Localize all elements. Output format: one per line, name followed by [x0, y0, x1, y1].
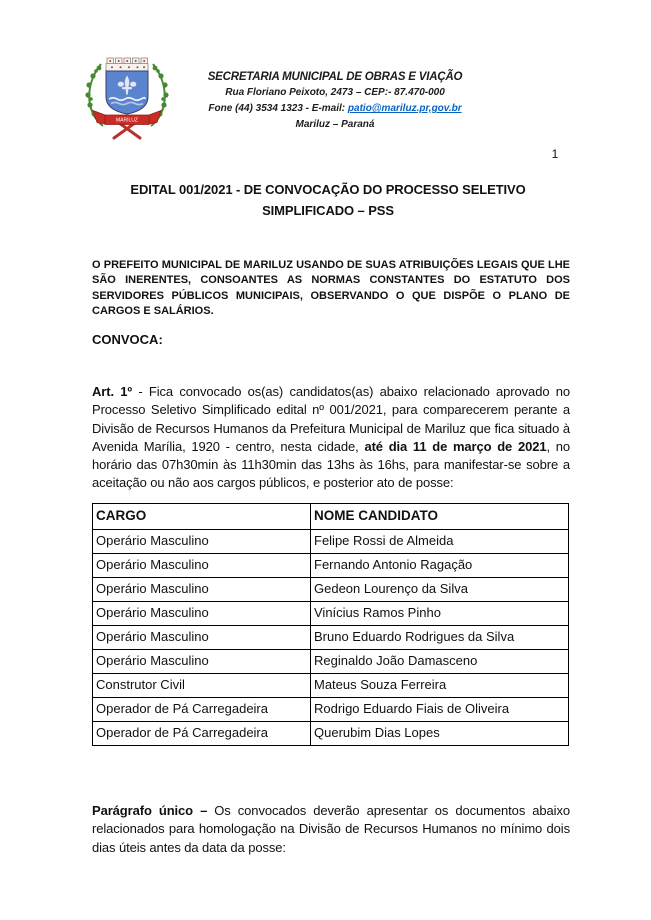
- letterhead-phone: Fone (44) 3534 1323 - E-mail:: [208, 103, 348, 114]
- table-row: [93, 530, 569, 554]
- cell-nome: Gedeon Lourenço da Silva: [311, 578, 569, 602]
- cell-cargo: Operário Masculino: [93, 650, 311, 674]
- table-header-nome: NOME CANDIDATO: [311, 504, 569, 530]
- article-1-deadline: até dia 11 de março de 2021: [364, 438, 547, 454]
- cell-nome: Reginaldo João Damasceno: [311, 650, 569, 674]
- letterhead-address: Rua Floriano Peixoto, 2473 – CEP:- 87.470-000: [225, 87, 445, 98]
- mariluz-coat-of-arms-icon: [77, 54, 177, 144]
- email-link[interactable]: patio@mariluz.pr,gov.br: [347, 103, 462, 114]
- cell-nome: Bruno Eduardo Rodrigues da Silva: [311, 626, 569, 650]
- table-row: [93, 674, 569, 698]
- cell-nome: Rodrigo Eduardo Fiais de Oliveira: [311, 698, 569, 722]
- table-row: [93, 722, 569, 746]
- article-1-text-a: - Fica convocado os(as) candidatos(as) abaixo relacionado aprovado no Processo Seletivo Simplificado edital nº 001/2021, para comparecerem perante a Divisão de Recursos Humanos da Prefeitura Municipal de Mariluz que fica situado à Avenida Marília, 1920 - centro, nesta cidade,: [92, 384, 571, 454]
- candidates-table-container: [92, 503, 569, 746]
- table-row: [93, 554, 569, 578]
- letterhead-org-name: SECRETARIA MUNICIPAL DE OBRAS E VIAÇÃO: [207, 71, 463, 83]
- article-1-label: Art. 1º: [92, 384, 133, 399]
- paragrafo-unico: [92, 802, 570, 857]
- table-row: [93, 698, 569, 722]
- document-title-line1: EDITAL 001/2021 - DE CONVOCAÇÃO DO PROCESSO SELETIVO: [130, 182, 526, 197]
- cell-cargo: Operário Masculino: [93, 626, 311, 650]
- letterhead-contact: [170, 101, 500, 117]
- coat-of-arms-svg: [77, 54, 177, 144]
- document-title-line2: SIMPLIFICADO – PSS: [262, 203, 394, 218]
- table-row: [93, 650, 569, 674]
- document-title: [88, 179, 568, 221]
- cell-nome: Fernando Antonio Ragação: [311, 554, 569, 578]
- letterhead-location: Mariluz – Paraná: [295, 119, 375, 130]
- convoca-heading: CONVOCA:: [92, 332, 163, 347]
- table-header-cargo: CARGO: [93, 504, 311, 530]
- letterhead: [170, 69, 500, 133]
- cell-cargo: Operário Masculino: [93, 530, 311, 554]
- article-1-text-b: , no horário das 07h30min às 11h30min das 13hs às 16hs, para manifestar-se sobre a aceitação ou não aos cargos públicos, e posterior ato de posse:: [92, 438, 570, 491]
- cell-nome: Mateus Souza Ferreira: [311, 674, 569, 698]
- intro-paragraph: O PREFEITO MUNICIPAL DE MARILUZ USANDO DE SUAS ATRIBUIÇÕES LEGAIS QUE LHE SÃO INERENTES, CONSOANTES AS NORMAS CONSTANTES DO ESTATUTO DOS SERVIDORES PÚBLICOS MUNICIPAIS, OBSERVANDO O QUE DISPÕE O PLANO DE CARGOS E SALÁRIOS.: [92, 259, 570, 317]
- cell-nome: Vinícius Ramos Pinho: [311, 602, 569, 626]
- table-row: [93, 578, 569, 602]
- candidates-table: [92, 503, 569, 746]
- table-row: [93, 626, 569, 650]
- cell-cargo: Operário Masculino: [93, 554, 311, 578]
- cell-cargo: Operário Masculino: [93, 602, 311, 626]
- cell-cargo: Operador de Pá Carregadeira: [93, 722, 311, 746]
- mural-crown: [106, 58, 148, 71]
- paragrafo-unico-text: Os convocados deverão apresentar os documentos abaixo relacionados para homologação na Divisão de Recursos Humanos no mínimo dois dias úteis antes da data da posse:: [92, 803, 570, 855]
- cell-cargo: Operário Masculino: [93, 578, 311, 602]
- page-number: 1: [551, 147, 559, 161]
- table-header-row: [93, 504, 569, 530]
- cell-nome: Felipe Rossi de Almeida: [311, 530, 569, 554]
- cell-cargo: Construtor Civil: [93, 674, 311, 698]
- ribbon-text: MARILUZ: [116, 117, 138, 124]
- paragrafo-unico-label: Parágrafo único –: [92, 803, 215, 818]
- cell-cargo: Operador de Pá Carregadeira: [93, 698, 311, 722]
- article-1-paragraph: [92, 383, 570, 493]
- cell-nome: Querubim Dias Lopes: [311, 722, 569, 746]
- table-row: [93, 602, 569, 626]
